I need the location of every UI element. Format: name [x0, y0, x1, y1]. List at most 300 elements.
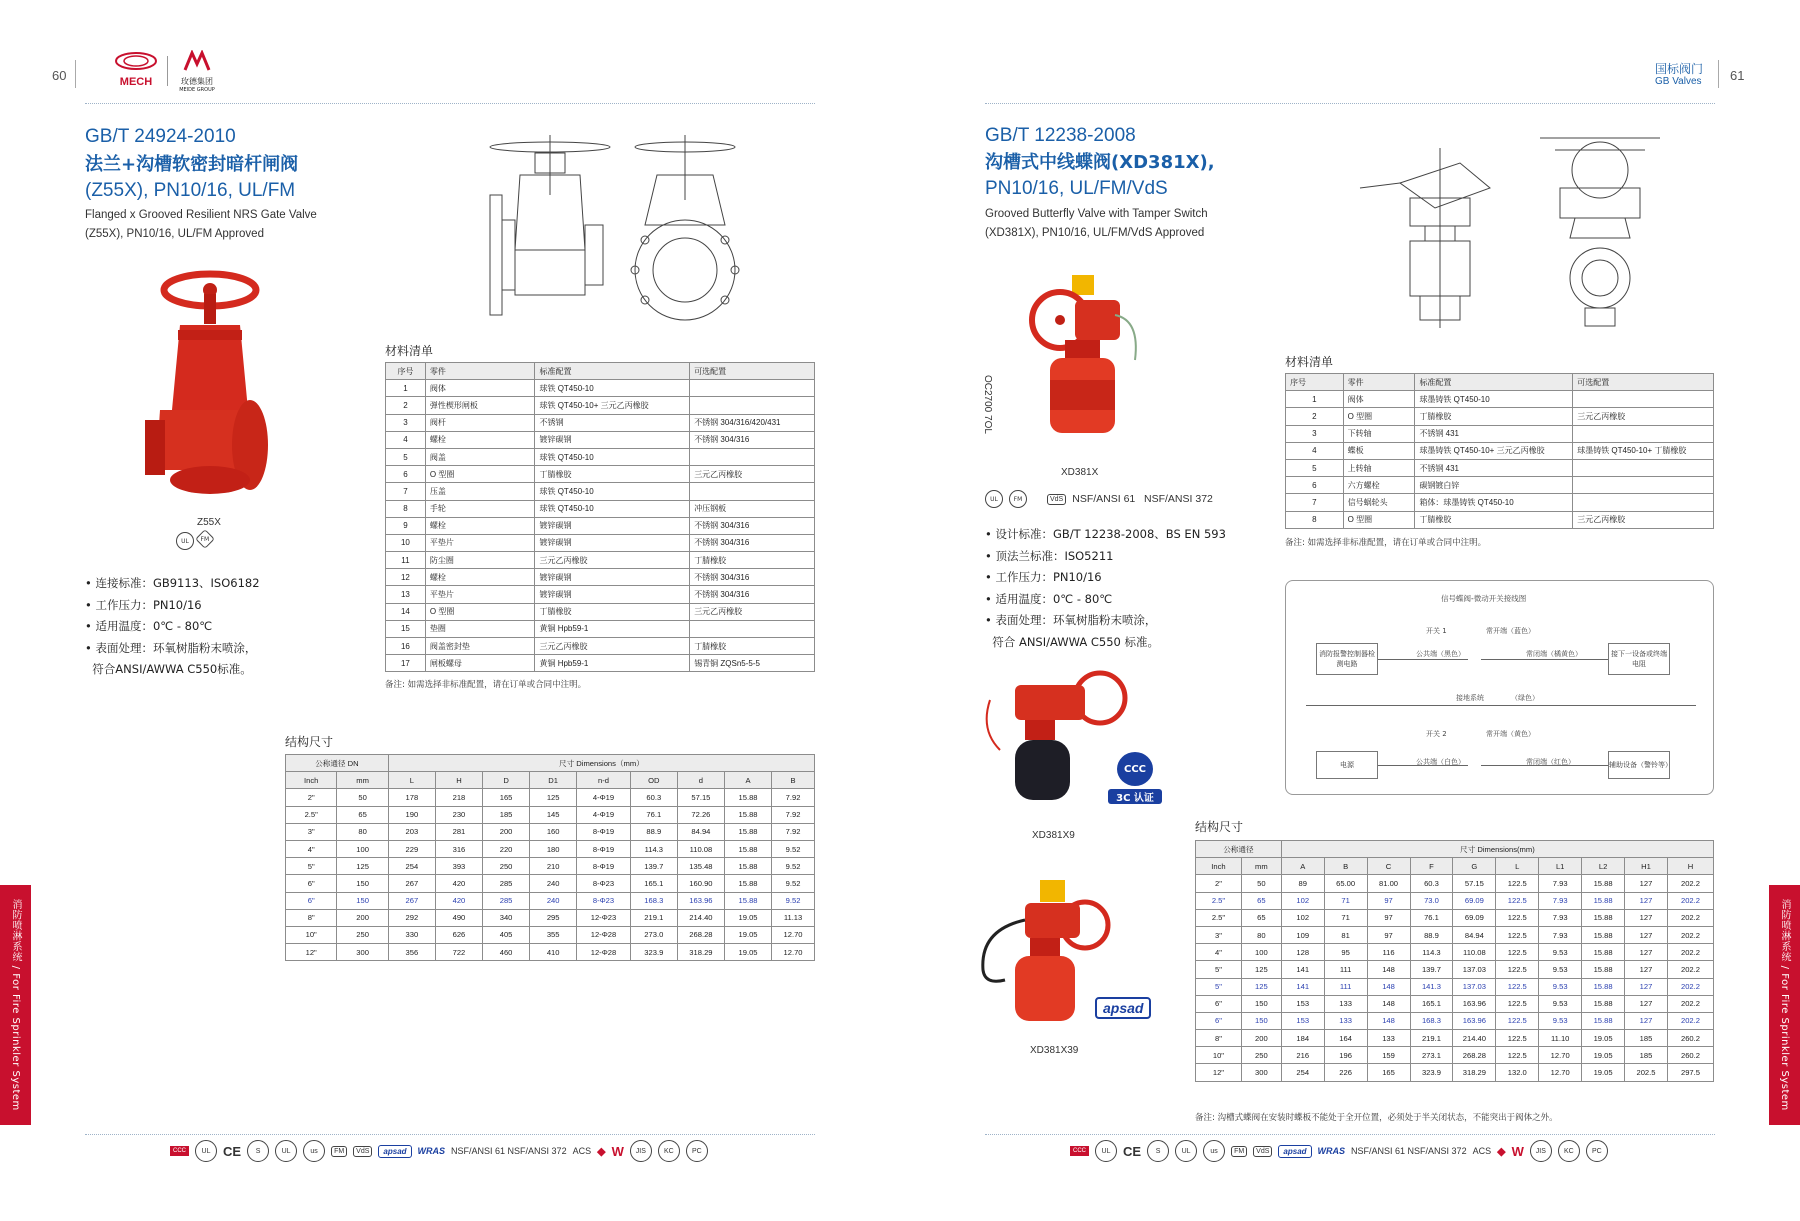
table-cell: 11	[386, 552, 426, 569]
table-cell: 202.2	[1667, 909, 1713, 926]
vds-cert-mark: VdS	[1047, 494, 1066, 505]
table-header: d	[677, 772, 724, 789]
aux-device-box: 辅助设备（警铃等）	[1608, 751, 1670, 779]
table-header: D1	[530, 772, 577, 789]
table-cell: 15.88	[1582, 926, 1625, 943]
table-cell: 阀杆	[425, 414, 535, 431]
table-header: 可选配置	[690, 363, 815, 380]
table-cell: 阀盖	[425, 448, 535, 465]
right-dimensions-note: 备注: 沟槽式蝶阀在安装时蝶板不能处于全开位置，必须处于半关闭状态，不能突出于阀体之外。	[1195, 1113, 1558, 1123]
table-row	[386, 603, 815, 620]
table-cell: 19.05	[1582, 1064, 1625, 1081]
table-cell: 7.93	[1539, 875, 1582, 892]
table-cell: 15.88	[724, 875, 771, 892]
table-cell: 97	[1367, 926, 1410, 943]
table-cell: 5"	[1196, 978, 1242, 995]
table-row	[386, 431, 815, 448]
kc-cert-icon: KC	[1558, 1140, 1580, 1162]
left-features-list	[85, 573, 260, 681]
table-cell: 15.88	[724, 789, 771, 806]
table-cell: 球铁 QT450-10+ 三元乙丙橡胶	[535, 397, 690, 414]
table-cell: 133	[1324, 995, 1367, 1012]
meide-logo-icon	[182, 50, 212, 72]
table-cell: 防尘圈	[425, 552, 535, 569]
table-cell: 6"	[1196, 995, 1242, 1012]
table-cell: 三元乙丙橡胶	[690, 603, 815, 620]
table-cell: 螺栓	[425, 569, 535, 586]
table-cell: 15.88	[724, 858, 771, 875]
table-header: A	[724, 772, 771, 789]
table-cell: 165.1	[1410, 995, 1453, 1012]
right-section-title-en: GB Valves	[1655, 76, 1702, 87]
table-cell: 300	[1241, 1064, 1281, 1081]
no-1-label: 常闭端（橘黄色）	[1526, 650, 1582, 658]
table-cell: 三元乙丙橡胶	[690, 466, 815, 483]
table-cell: 7.92	[772, 789, 815, 806]
table-cell: 7.93	[1539, 909, 1582, 926]
table-cell: 2"	[1196, 875, 1242, 892]
right-feature-5: • 表面处理：环氧树脂粉末喷涂，	[985, 613, 1157, 627]
table-cell: 7.92	[772, 806, 815, 823]
table-cell: 185	[1625, 1047, 1668, 1064]
ul-us-cert-icon: us	[1203, 1140, 1225, 1162]
table-cell: 267	[388, 875, 435, 892]
right-cert-row	[985, 490, 1213, 508]
table-cell: 139.7	[1410, 961, 1453, 978]
table-cell: 4"	[1196, 944, 1242, 961]
table-cell: 13	[386, 586, 426, 603]
table-cell: 102	[1281, 909, 1324, 926]
left-standard: GB/T 24924-2010	[85, 126, 236, 147]
table-row	[1196, 944, 1714, 961]
ul-listed-icon: UL	[985, 490, 1003, 508]
right-title-cn: 沟槽式中线蝶阀(XD381X),	[985, 152, 1215, 173]
right-materials-note: 备注: 如需选择非标准配置，请在订单或合同中注明。	[1285, 538, 1487, 548]
table-cell: 9.52	[772, 858, 815, 875]
nsf-cert-text: NSF/ANSI 61 NSF/ANSI 372	[1072, 493, 1213, 505]
table-cell: 三元乙丙橡胶	[1573, 511, 1714, 528]
table-header: H	[1667, 858, 1713, 875]
meide-logo	[172, 50, 222, 93]
table-cell: 丁腈橡胶	[535, 603, 690, 620]
table-cell: 9.53	[1539, 961, 1582, 978]
w-cert-icon: W	[1511, 1143, 1524, 1159]
table-cell: 15.88	[1582, 961, 1625, 978]
right-feature-1: • 设计标准：GB/T 12238-2008、BS EN 593	[985, 527, 1226, 541]
nsf-cert-text: NSF/ANSI 61 NSF/ANSI 372	[451, 1146, 567, 1156]
table-cell: 111	[1324, 978, 1367, 995]
table-cell: 202.5	[1625, 1064, 1668, 1081]
table-cell: 133	[1324, 1012, 1367, 1029]
table-cell	[1573, 494, 1714, 511]
table-cell: 88.9	[1410, 926, 1453, 943]
table-row	[386, 655, 815, 672]
table-cell: 73.0	[1410, 892, 1453, 909]
table-cell: 125	[337, 858, 388, 875]
table-cell: 139.7	[630, 858, 677, 875]
table-cell: 69.09	[1453, 892, 1496, 909]
table-cell: 114.3	[1410, 944, 1453, 961]
table-cell	[1573, 477, 1714, 494]
table-cell: 260.2	[1667, 1047, 1713, 1064]
table-cell: 273.0	[630, 926, 677, 943]
butterfly-valve-technical-drawing	[1340, 128, 1680, 338]
table-cell: 148	[1367, 1012, 1410, 1029]
table-cell: 11.13	[772, 909, 815, 926]
vds-cert-mark: VdS	[353, 1146, 372, 1157]
table-cell: 3	[1286, 425, 1344, 442]
table-cell: 镀锌碳钢	[535, 534, 690, 551]
left-materials-note: 备注: 如需选择非标准配置，请在订单或合同中注明。	[385, 680, 587, 690]
ul-cert-icon: UL	[1095, 1140, 1117, 1162]
ground-label: 接地系统	[1456, 694, 1484, 702]
table-cell: 7.92	[772, 823, 815, 840]
table-cell: 12-Φ28	[577, 926, 631, 943]
table-cell: 190	[388, 806, 435, 823]
acs-cert-mark: ACS	[572, 1146, 592, 1156]
table-cell: 76.1	[1410, 909, 1453, 926]
ul-s-cert-icon: S	[1147, 1140, 1169, 1162]
table-cell: 8	[386, 500, 426, 517]
ul-listed-icon: UL	[176, 532, 194, 550]
table-row	[386, 448, 815, 465]
table-cell: 15	[386, 620, 426, 637]
ul-cert-icon: UL	[195, 1140, 217, 1162]
table-row	[386, 500, 815, 517]
table-cell: 81.00	[1367, 875, 1410, 892]
table-row	[1196, 1047, 1714, 1064]
table-row	[286, 892, 815, 909]
meide-logo-text-en: MEIDE GROUP	[179, 87, 215, 93]
table-cell: 127	[1625, 995, 1668, 1012]
table-cell: 202.2	[1667, 1012, 1713, 1029]
pct-cert-icon: PC	[1586, 1140, 1608, 1162]
table-cell: 螺栓	[425, 431, 535, 448]
table-cell: 球铁 QT450-10	[535, 448, 690, 465]
table-cell: 16	[386, 638, 426, 655]
table-row	[386, 466, 815, 483]
table-cell: 19.05	[724, 944, 771, 961]
z55x-label: Z55X	[197, 517, 221, 528]
table-cell: 10"	[286, 926, 337, 943]
mech-logo	[110, 50, 162, 88]
table-cell: O 型圈	[1343, 511, 1415, 528]
table-header: H1	[1625, 858, 1668, 875]
table-header: 零件	[425, 363, 535, 380]
table-cell: 80	[1241, 926, 1281, 943]
table-header: L	[388, 772, 435, 789]
table-cell: 122.5	[1496, 1012, 1539, 1029]
table-cell: 163.96	[677, 892, 724, 909]
table-cell: 122.5	[1496, 892, 1539, 909]
table-cell: 15.88	[1582, 1012, 1625, 1029]
table-cell: 19.05	[724, 909, 771, 926]
table-row	[286, 789, 815, 806]
table-cell: 丁腈橡胶	[690, 552, 815, 569]
table-header: 序号	[1286, 374, 1344, 391]
table-cell: 141	[1281, 961, 1324, 978]
table-cell: 76.1	[630, 806, 677, 823]
table-header: A	[1281, 858, 1324, 875]
xd381x9-label: XD381X9	[1032, 830, 1075, 841]
table-cell: 19.05	[1582, 1030, 1625, 1047]
table-cell: 镀锌碳钢	[535, 569, 690, 586]
table-cell: 50	[1241, 875, 1281, 892]
left-top-rule	[85, 103, 815, 104]
table-cell: 5"	[286, 858, 337, 875]
table-cell: 螺栓	[425, 517, 535, 534]
table-cell: 250	[1241, 1047, 1281, 1064]
table-cell: 114.3	[630, 840, 677, 857]
table-cell: 不锈钢 304/316	[690, 431, 815, 448]
table-cell: 不锈钢 304/316	[690, 517, 815, 534]
table-row	[1286, 408, 1714, 425]
table-cell: 200	[1241, 1030, 1281, 1047]
table-cell: 135.48	[677, 858, 724, 875]
table-cell: 122.5	[1496, 1030, 1539, 1047]
table-cell: 平垫片	[425, 534, 535, 551]
table-row	[386, 483, 815, 500]
table-cell: 165.1	[630, 875, 677, 892]
table-cell: 冲压钢板	[690, 500, 815, 517]
table-cell: 8-Φ19	[577, 823, 631, 840]
left-feature-1: • 连接标准：GB9113、ISO6182	[85, 576, 260, 590]
jis-cert-icon: JIS	[1530, 1140, 1552, 1162]
table-row	[386, 414, 815, 431]
table-cell: 15.88	[1582, 995, 1625, 1012]
left-feature-2: • 工作压力：PN10/16	[85, 597, 202, 612]
apsad-badge: apsad	[1095, 997, 1151, 1019]
left-title-model: (Z55X), PN10/16, UL/FM	[85, 180, 296, 201]
table-cell: 84.94	[1453, 926, 1496, 943]
table-cell: 260.2	[1667, 1030, 1713, 1047]
table-cell: 116	[1367, 944, 1410, 961]
page-divider	[75, 60, 76, 88]
kc-cert-icon: KC	[658, 1140, 680, 1162]
table-header: n-d	[577, 772, 631, 789]
table-cell: 6	[1286, 477, 1344, 494]
table-cell: 163.96	[1453, 1012, 1496, 1029]
table-cell: 65	[1241, 909, 1281, 926]
table-header: L1	[1539, 858, 1582, 875]
table-cell: 2.5"	[286, 806, 337, 823]
table-cell	[690, 397, 815, 414]
table-cell: 69.09	[1453, 909, 1496, 926]
table-row	[286, 806, 815, 823]
table-cell: 295	[530, 909, 577, 926]
left-materials-title: 材料清单	[385, 344, 434, 358]
table-cell: 60.3	[1410, 875, 1453, 892]
right-bottom-rule	[985, 1134, 1715, 1135]
table-cell: 355	[530, 926, 577, 943]
table-cell: 15.88	[724, 806, 771, 823]
table-cell: 127	[1625, 961, 1668, 978]
ul-fm-cert-badges	[176, 532, 212, 550]
table-cell: 268.28	[1453, 1047, 1496, 1064]
table-header: 尺寸 Dimensions（mm）	[388, 755, 814, 772]
table-cell: 19.05	[724, 926, 771, 943]
table-cell: 上转轴	[1343, 459, 1415, 476]
right-feature-4: • 适用温度：0℃ - 80℃	[985, 591, 1113, 606]
table-cell: 9.53	[1539, 1012, 1582, 1029]
table-cell: 80	[337, 823, 388, 840]
alarm-controller-box: 消防报警控制器检测电路	[1316, 643, 1378, 675]
table-row	[386, 638, 815, 655]
table-row	[386, 620, 815, 637]
table-cell: 65	[1241, 892, 1281, 909]
table-header: F	[1410, 858, 1453, 875]
left-feature-3: • 适用温度：0℃ - 80℃	[85, 619, 213, 633]
table-row	[286, 858, 815, 875]
table-cell: 95	[1324, 944, 1367, 961]
table-cell: 185	[483, 806, 530, 823]
table-cell: 97	[1367, 909, 1410, 926]
table-cell: 2.5"	[1196, 909, 1242, 926]
right-page-number: 61	[1730, 68, 1745, 83]
table-cell: 黄铜 Hpb59-1	[535, 655, 690, 672]
table-cell: 15.88	[1582, 909, 1625, 926]
table-cell: 185	[1625, 1030, 1668, 1047]
table-cell: 4	[1286, 442, 1344, 459]
table-cell: 127	[1625, 978, 1668, 995]
table-row	[1286, 494, 1714, 511]
left-dimensions-title: 结构尺寸	[285, 735, 334, 749]
table-cell: 122.5	[1496, 995, 1539, 1012]
3c-cert-icon: CCC	[170, 1146, 189, 1156]
table-cell: 镀锌碳钢	[535, 431, 690, 448]
table-cell: 丁腈橡胶	[1415, 511, 1573, 528]
table-row	[1196, 1012, 1714, 1029]
table-cell: 229	[388, 840, 435, 857]
dvgw-cert-icon: ◆	[1497, 1145, 1506, 1158]
table-cell: 60.3	[630, 789, 677, 806]
table-cell: 9	[386, 517, 426, 534]
table-cell	[690, 620, 815, 637]
table-cell: 12"	[1196, 1064, 1242, 1081]
fm-approved-icon: FM	[195, 529, 215, 549]
table-cell: 285	[483, 892, 530, 909]
table-cell: 72.26	[677, 806, 724, 823]
table-cell: 127	[1625, 926, 1668, 943]
table-cell: 碳钢镀白锌	[1415, 477, 1573, 494]
vds-cert-mark: VdS	[1253, 1146, 1272, 1157]
table-cell: 127	[1625, 875, 1668, 892]
table-cell: 2	[1286, 408, 1344, 425]
table-cell: 268.28	[677, 926, 724, 943]
table-cell: 148	[1367, 961, 1410, 978]
table-cell: 165	[483, 789, 530, 806]
table-cell: 405	[483, 926, 530, 943]
table-cell: 100	[337, 840, 388, 857]
table-cell: 弹性楔形闸板	[425, 397, 535, 414]
table-cell: 165	[1367, 1064, 1410, 1081]
wiring-title: 信号蝶阀-微动开关接线图	[1441, 594, 1527, 603]
table-cell: 平垫片	[425, 586, 535, 603]
table-cell: 8-Φ19	[577, 840, 631, 857]
left-title-cn: 法兰+沟槽软密封暗杆闸阀	[85, 154, 299, 175]
table-cell: 12.70	[772, 926, 815, 943]
table-cell: 15.88	[1582, 875, 1625, 892]
table-cell: 2.5"	[1196, 892, 1242, 909]
table-cell: 12.70	[772, 944, 815, 961]
table-cell	[690, 380, 815, 397]
table-cell: 不锈钢 431	[1415, 425, 1573, 442]
table-row	[386, 569, 815, 586]
fm-approved-icon: FM	[1009, 490, 1027, 508]
right-materials-table	[1285, 373, 1714, 529]
xd381x-product-image	[1015, 270, 1155, 440]
table-cell: 125	[1241, 961, 1281, 978]
table-cell	[1573, 425, 1714, 442]
right-dimensions-table	[1195, 840, 1714, 1082]
table-cell: 垫圈	[425, 620, 535, 637]
table-cell: 不锈钢 431	[1415, 459, 1573, 476]
table-header: G	[1453, 858, 1496, 875]
table-cell: 250	[483, 858, 530, 875]
table-cell: 12	[386, 569, 426, 586]
table-cell: 330	[388, 926, 435, 943]
table-cell: 160.90	[677, 875, 724, 892]
table-cell: O 型圈	[425, 603, 535, 620]
table-cell: 164	[1324, 1030, 1367, 1047]
table-cell: 273.1	[1410, 1047, 1453, 1064]
table-row	[1196, 926, 1714, 943]
table-cell: 镀锌碳钢	[535, 517, 690, 534]
table-cell: 111	[1324, 961, 1367, 978]
table-cell: 125	[1241, 978, 1281, 995]
table-cell: 122.5	[1496, 961, 1539, 978]
table-cell: 手轮	[425, 500, 535, 517]
table-cell: 阀盖密封垫	[425, 638, 535, 655]
table-row	[1196, 995, 1714, 1012]
table-cell: 180	[530, 840, 577, 857]
xd381x-label: XD381X	[1061, 467, 1099, 478]
table-row	[386, 534, 815, 551]
table-row	[1286, 425, 1714, 442]
wras-cert-mark: WRAS	[1317, 1146, 1346, 1156]
table-cell: 15.88	[1582, 944, 1625, 961]
table-cell: 150	[337, 892, 388, 909]
table-row	[386, 397, 815, 414]
table-cell: 蝶板	[1343, 442, 1415, 459]
left-title-en-2: (Z55X), PN10/16, UL/FM Approved	[85, 228, 264, 240]
table-cell: 六方螺栓	[1343, 477, 1415, 494]
table-cell: 356	[388, 944, 435, 961]
table-row	[1196, 892, 1714, 909]
table-cell: 8-Φ23	[577, 892, 631, 909]
table-cell: 压盖	[425, 483, 535, 500]
table-cell: 148	[1367, 995, 1410, 1012]
w-cert-icon: W	[611, 1143, 624, 1159]
table-row	[1286, 459, 1714, 476]
table-cell: 4	[386, 431, 426, 448]
table-cell: 202.2	[1667, 892, 1713, 909]
table-cell: 160	[530, 823, 577, 840]
pct-cert-icon: PC	[686, 1140, 708, 1162]
table-row	[1196, 1030, 1714, 1047]
left-page-number: 60	[52, 68, 67, 83]
table-cell: 153	[1281, 995, 1324, 1012]
table-cell: 7	[1286, 494, 1344, 511]
table-cell: 102	[1281, 892, 1324, 909]
table-cell: 184	[1281, 1030, 1324, 1047]
table-cell: 15.88	[1582, 978, 1625, 995]
table-cell: 340	[483, 909, 530, 926]
table-row	[386, 517, 815, 534]
table-cell: 202.2	[1667, 944, 1713, 961]
right-feature-6: 符合 ANSI/AWWA C550 标准。	[985, 634, 1160, 649]
table-cell: 141	[1281, 978, 1324, 995]
